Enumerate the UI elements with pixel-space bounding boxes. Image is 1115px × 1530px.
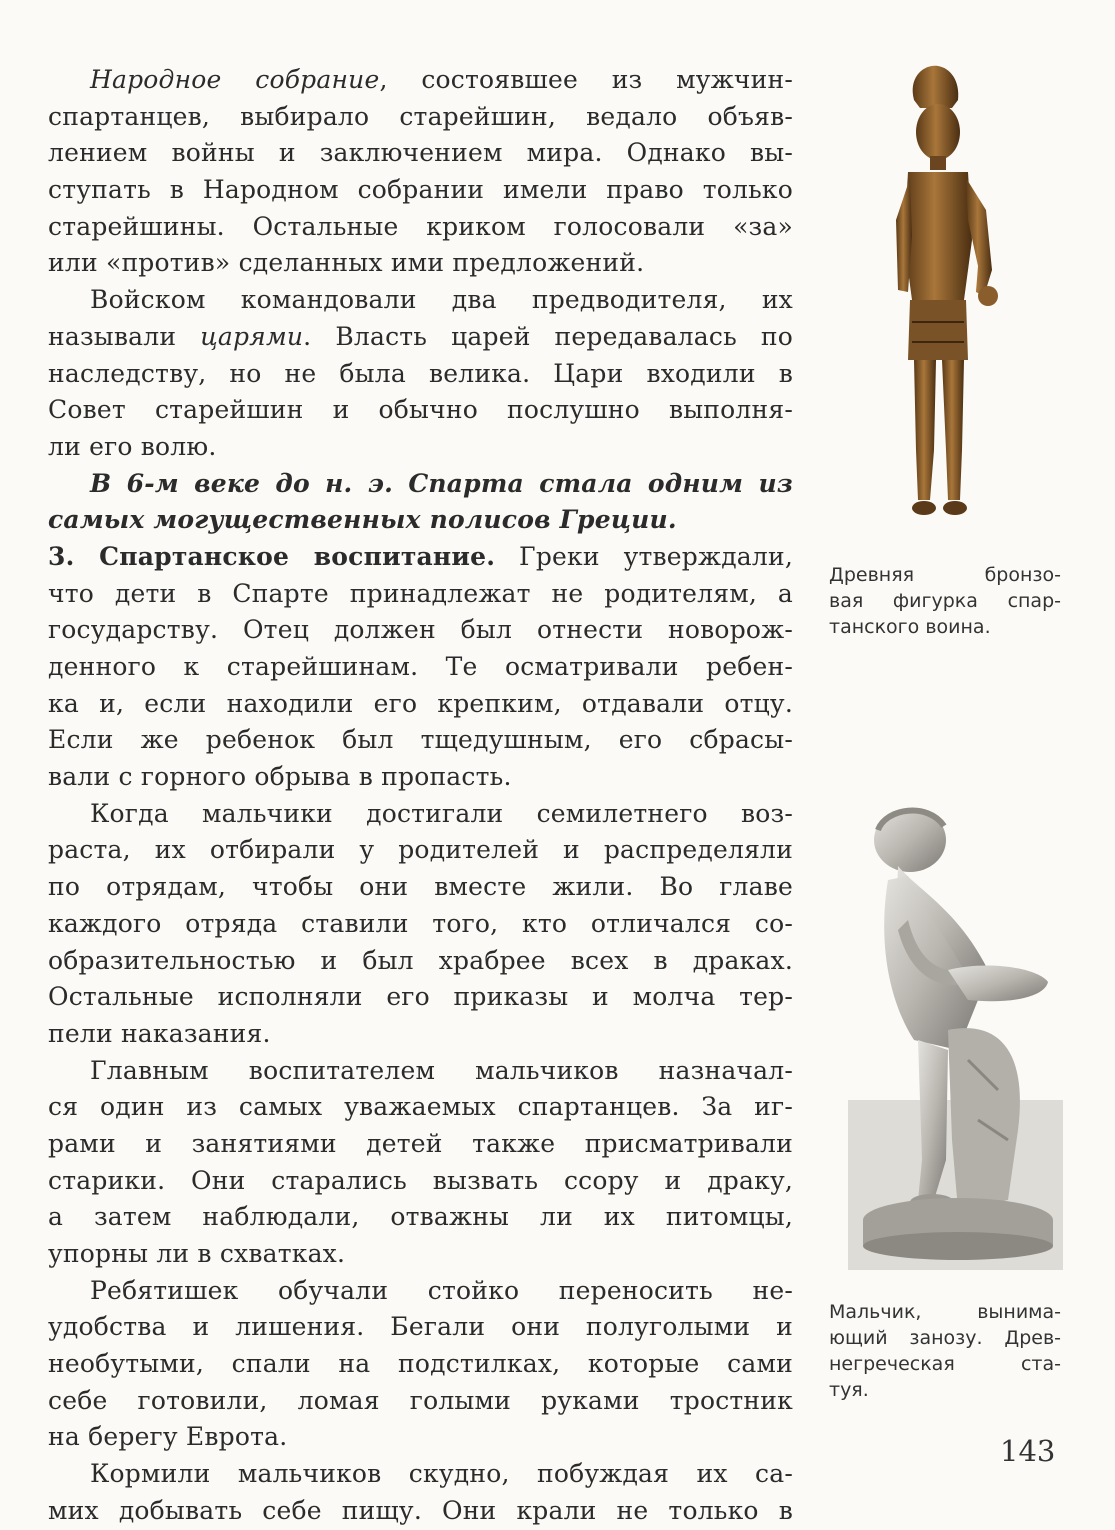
text-line: старики. Они старались вызвать ссору и драку,: [48, 1165, 793, 1195]
text-line: мих добывать себе пищу. Они крали не только в: [48, 1495, 793, 1525]
text-line: по отрядам, чтобы они вместе жили. Во главе: [48, 872, 793, 902]
text-line: а затем наблюдали, отважны ли их питомцы,: [48, 1202, 793, 1232]
text-line: Кормили мальчиков скудно, побуждая их са-: [90, 1459, 793, 1489]
text-line: ся один из самых уважаемых спартанцев. За иг-: [48, 1092, 793, 1122]
text-line: вали с горного обрыва в пропасть.: [48, 762, 512, 792]
text-line: лением войны и заключением мира. Однако вы-: [48, 138, 793, 168]
highlight-line: самых могущественных полисов Греции.: [48, 505, 677, 535]
thorn-puller-statue-image: [848, 800, 1063, 1270]
main-text-column: [48, 62, 793, 1530]
text-line: старейшины. Остальные криком голосовали «за»: [48, 211, 793, 241]
text-line: на берегу Еврота.: [48, 1422, 288, 1452]
text-line: денного к старейшинам. Те осматривали ребен-: [48, 652, 793, 681]
text-line: раста, их отбирали у родителей и распределяли: [48, 835, 793, 865]
text-line: что дети в Спарте принадлежат не родителям, а: [48, 578, 793, 608]
text-line: 3. Спартанское воспитание. Греки утверждали,: [48, 541, 793, 571]
caption-thorn-puller: Мальчик, вынима- ющий занозу. Древ- негреческая ста- туя.: [829, 1301, 1061, 1401]
page-number: 143: [1000, 1434, 1056, 1468]
text-line: ли его волю.: [48, 431, 217, 461]
caption-warrior: Древняя бронзо- вая фигурка спар- танского воина.: [829, 564, 1061, 638]
text-line: пели наказания.: [48, 1018, 271, 1048]
text-line: каждого отряда ставили того, кто отличался со-: [48, 908, 793, 938]
text-line: спартанцев, выбирало старейшин, ведало объяв-: [48, 101, 793, 131]
text-line: рами и занятиями детей также присматривали: [48, 1128, 793, 1158]
text-line: Остальные исполняли его приказы и молча тер-: [48, 982, 793, 1012]
text-line: или «против» сделанных ими предложений.: [48, 248, 645, 278]
term-kings: царями: [200, 321, 304, 351]
text-line: упорны ли в схватках.: [48, 1239, 346, 1268]
text-line: ка и, если находили его крепким, отдавали отцу.: [48, 688, 793, 718]
text-line: ступать в Народном собрании имели право только: [48, 175, 793, 205]
text-line: удобства и лишения. Бегали они полуголыми и: [48, 1312, 793, 1342]
text-line: себе готовили, ломая голыми руками тростник: [48, 1385, 793, 1415]
text-line: Если же ребенок был тщедушным, его сбрасы-: [48, 725, 793, 755]
text-line: Когда мальчики достигали семилетнего воз-: [90, 798, 793, 828]
text-line: Народное собрание, состоявшее из мужчин-: [90, 65, 793, 94]
text-line: образительностью и был храбрее всех в драках.: [48, 945, 793, 975]
term-people-assembly: Народное собрание: [90, 65, 380, 94]
highlight-line: В 6-м веке до н. э. Спарта стала одним из: [90, 468, 793, 498]
section-heading: 3. Спартанское воспитание.: [48, 541, 496, 571]
bronze-warrior-figurine-image: [868, 60, 1018, 530]
text-line: Главным воспитателем мальчиков назначал-: [90, 1055, 793, 1085]
text-line: Войском командовали два предводителя, их: [90, 285, 793, 315]
text-line: Совет старейшин и обычно послушно выполня-: [48, 395, 793, 425]
text-line: необутыми, спали на подстилках, которые сами: [48, 1349, 793, 1379]
text-line: государству. Отец должен был отнести новорож-: [48, 615, 793, 645]
text-line: называли царями. Власть царей передавалась по: [48, 321, 793, 351]
text-line: Ребятишек обучали стойко переносить не-: [90, 1275, 793, 1305]
text-line: наследству, но не была велика. Цари входили в: [48, 358, 793, 388]
